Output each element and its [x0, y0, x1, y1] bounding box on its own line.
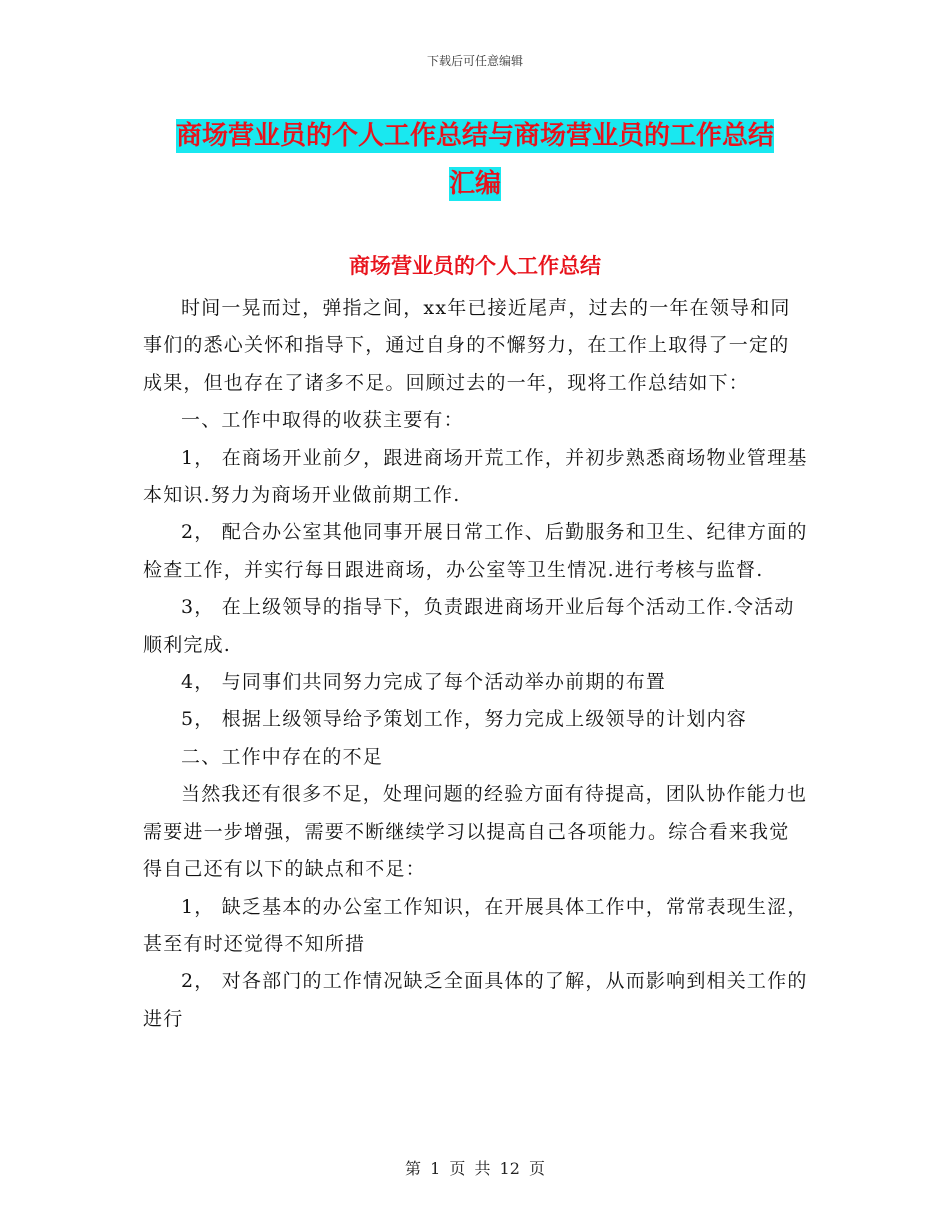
- list-item: 3， 在上级领导的指导下，负责跟进商场开业后每个活动工作.令活动顺利完成.: [143, 596, 795, 656]
- body-text: [143, 290, 808, 1038]
- list-item: 5， 根据上级领导给予策划工作，努力完成上级领导的计划内容: [181, 708, 747, 731]
- list-item: 1， 在商场开业前夕，跟进商场开荒工作，并初步熟悉商场物业管理基本知识.努力为商场开业做前期工作.: [143, 446, 808, 507]
- header-note: 下载后可任意编辑: [426, 54, 523, 68]
- list-item: 1， 缺乏基本的办公室工作知识，在开展具体工作中，常常表现生涩，甚至有时还觉得不知所措: [143, 895, 808, 955]
- document-title: [140, 112, 810, 208]
- paragraph-shortcomings: 当然我还有很多不足，处理问题的经验方面有待提高，团队协作能力也需要进一步增强，需要不断继续学习以提高自己各项能力。综合看来我觉得自己还有以下的缺点和不足：: [143, 783, 808, 881]
- page-footer: 第 1 页 共 12 页: [405, 1159, 545, 1178]
- heading-shortcomings: 二、工作中存在的不足: [181, 745, 384, 768]
- section-title: 商场营业员的个人工作总结: [349, 254, 601, 278]
- heading-achievements: 一、工作中取得的收获主要有：: [181, 409, 464, 432]
- title-line-1: 商场营业员的个人工作总结与商场营业员的工作总结: [175, 121, 774, 151]
- list-item: 4， 与同事们共同努力完成了每个活动举办前期的布置: [181, 671, 667, 694]
- list-item: 2， 对各部门的工作情况缺乏全面具体的了解，从而影响到相关工作的进行: [143, 970, 808, 1030]
- paragraph-intro: 时间一晃而过，弹指之间，xx年已接近尾声，过去的一年在领导和同事们的悉心关怀和指导下，通过自身的不懈努力，在工作上取得了一定的成果，但也存在了诸多不足。回顾过去的一年，现将工作总结如下：: [143, 297, 791, 394]
- title-line-2: 汇编: [448, 169, 501, 199]
- list-item: 2， 配合办公室其他同事开展日常工作、后勤服务和卫生、纪律方面的检查工作，并实行每日跟进商场，办公室等卫生情况.进行考核与监督.: [143, 521, 808, 581]
